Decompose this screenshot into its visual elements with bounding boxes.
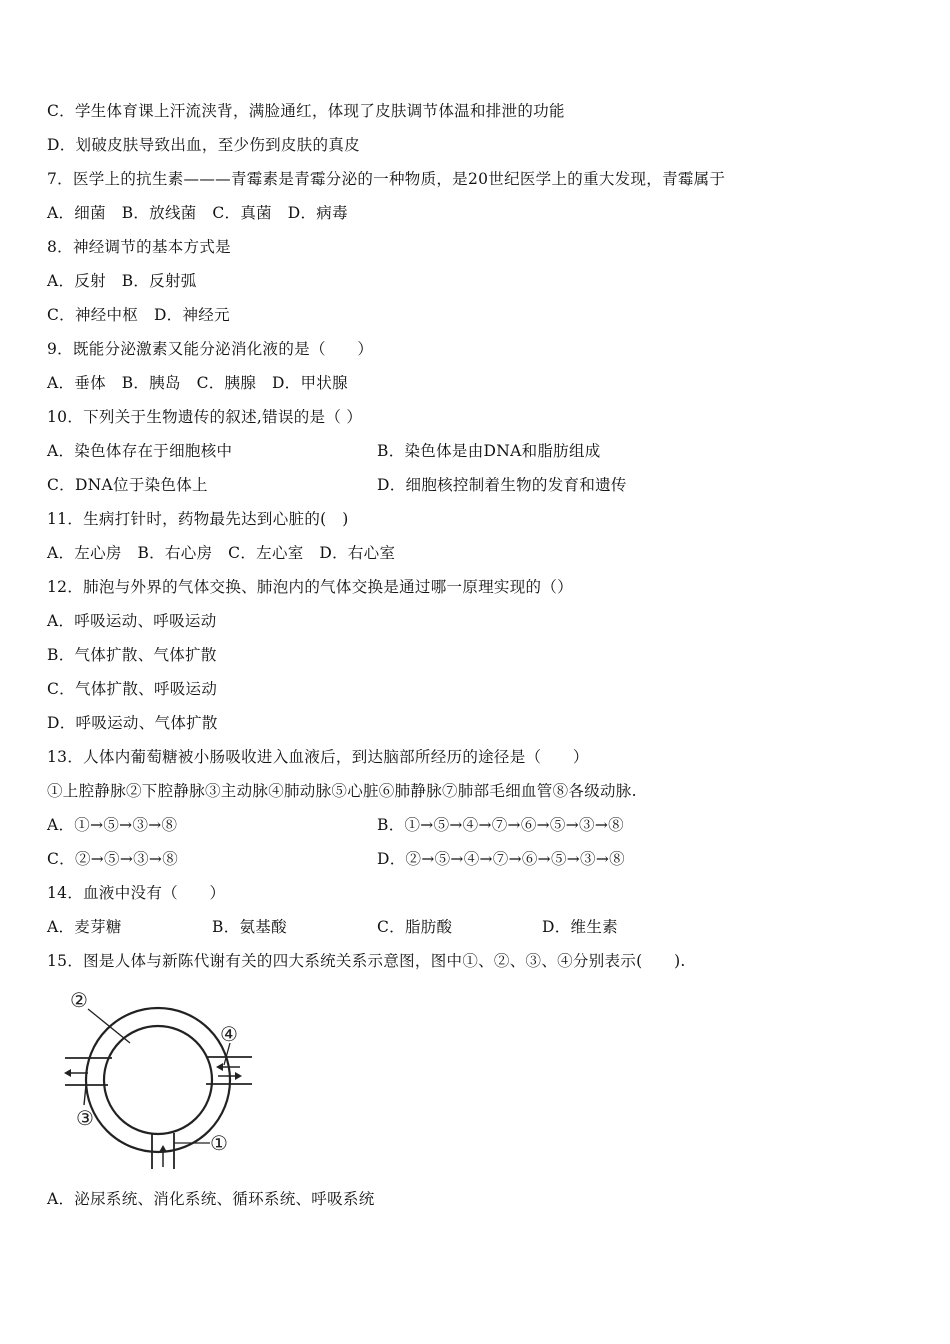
bottom-arrow (159, 1145, 167, 1152)
question-14-option-a: A．麦芽糖 (47, 918, 122, 936)
question-14: 14．血液中没有（ ） (47, 884, 226, 902)
question-10-option-d: D．细胞核控制着生物的发育和遗传 (377, 476, 627, 494)
question-10: 10．下列关于生物遗传的叙述,错误的是（ ） (47, 408, 363, 426)
question-10-option-c: C．DNA位于染色体上 (47, 476, 208, 494)
label-2: ② (70, 988, 88, 1012)
question-12-option-d: D．呼吸运动、气体扩散 (47, 714, 218, 732)
question-7-options: A．细菌 B．放线菌 C．真菌 D．病毒 (47, 204, 348, 222)
left-arrow (64, 1069, 71, 1077)
question-12-option-a: A．呼吸运动、呼吸运动 (47, 612, 217, 630)
question-13-option-d: D．②→⑤→④→⑦→⑥→⑤→③→⑧ (377, 850, 625, 868)
question-9-options: A．垂体 B．胰岛 C．胰腺 D．甲状腺 (47, 374, 348, 392)
question-13-option-a: A．①→⑤→③→⑧ (47, 816, 178, 834)
question-13: 13．人体内葡萄糖被小肠吸收进入血液后，到达脑部所经历的途径是（ ） (47, 748, 589, 766)
option-d-skin: D．划破皮肤导致出血，至少伤到皮肤的真皮 (47, 136, 360, 154)
question-7: 7．医学上的抗生素———青霉素是青霉分泌的一种物质，是20世纪医学上的重大发现，青霉属于 (47, 170, 726, 188)
question-9: 9．既能分泌激素又能分泌消化液的是（ ） (47, 340, 374, 358)
metabolism-systems-diagram (60, 985, 260, 1170)
right-arrow-in (216, 1063, 223, 1071)
question-12-option-c: C．气体扩散、呼吸运动 (47, 680, 218, 698)
question-13-stem: ①上腔静脉②下腔静脉③主动脉④肺动脉⑤心脏⑥肺静脉⑦肺部毛细血管⑧各级动脉. (47, 782, 637, 800)
question-15: 15．图是人体与新陈代谢有关的四大系统关系示意图，图中①、②、③、④分别表示( ). (47, 952, 686, 970)
label-1: ① (210, 1131, 228, 1155)
question-10-option-b: B．染色体是由DNA和脂肪组成 (377, 442, 601, 460)
question-15-option-a: A．泌尿系统、消化系统、循环系统、呼吸系统 (47, 1190, 375, 1208)
question-11-options: A．左心房 B．右心房 C．左心室 D．右心室 (47, 544, 396, 562)
label-4: ④ (220, 1022, 238, 1046)
question-11: 11．生病打针时，药物最先达到心脏的( ) (47, 510, 349, 528)
question-12-option-b: B．气体扩散、气体扩散 (47, 646, 217, 664)
question-8-options-ab: A．反射 B．反射弧 (47, 272, 197, 290)
label-3: ③ (76, 1106, 94, 1130)
question-14-option-b: B．氨基酸 (212, 918, 287, 936)
question-14-option-c: C．脂肪酸 (377, 918, 453, 936)
outer-ring (86, 1008, 230, 1152)
inner-ring (104, 1026, 212, 1134)
option-c-skin: C．学生体育课上汗流浃背，满脸通红，体现了皮肤调节体温和排泄的功能 (47, 102, 565, 120)
question-12: 12．肺泡与外界的气体交换、肺泡内的气体交换是通过哪一原理实现的（） (47, 578, 573, 596)
question-8-options-cd: C．神经中枢 D．神经元 (47, 306, 230, 324)
question-13-option-c: C．②→⑤→③→⑧ (47, 850, 179, 868)
question-14-option-d: D．维生素 (542, 918, 618, 936)
question-13-option-b: B．①→⑤→④→⑦→⑥→⑤→③→⑧ (377, 816, 624, 834)
right-arrow-out (235, 1072, 242, 1080)
question-10-option-a: A．染色体存在于细胞核中 (47, 442, 233, 460)
question-8: 8．神经调节的基本方式是 (47, 238, 231, 256)
